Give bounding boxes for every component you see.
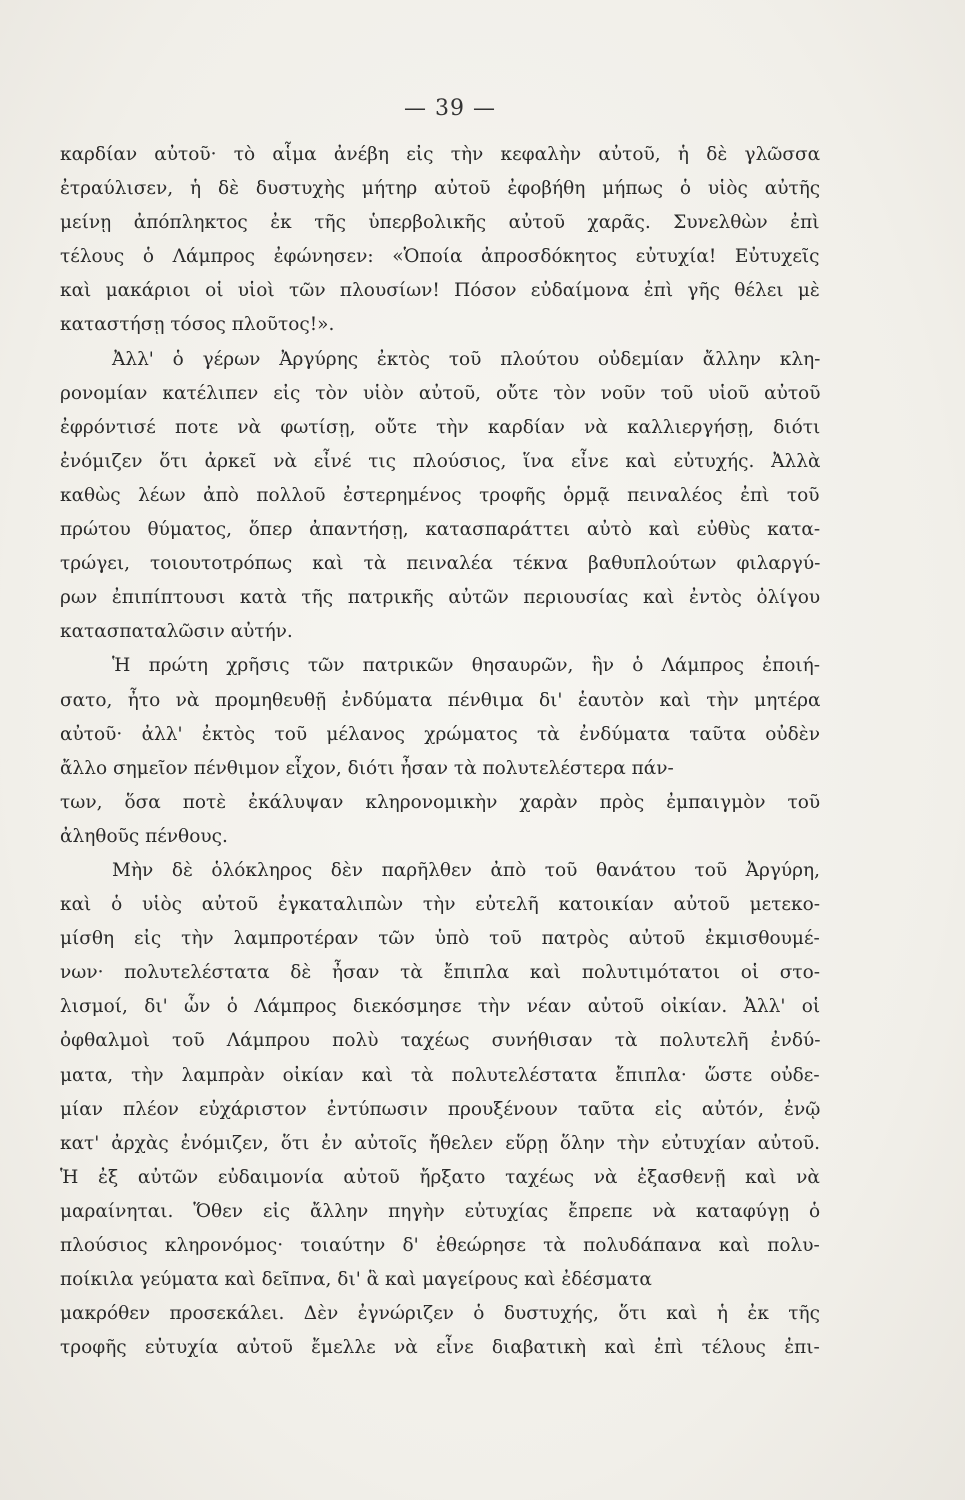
text-line: ποίκιλα γεύματα καὶ δεῖπνα, δι' ἃ καὶ μαγείρους καὶ ἐδέσματα xyxy=(60,1269,652,1291)
text-line: ἀληθοῦς πένθους. xyxy=(60,825,228,847)
text-line: ὀφθαλμοὶ τοῦ Λάμπρου πολὺ ταχέως συνήθισαν τὰ πολυτελῆ ἐνδύ- xyxy=(60,1030,821,1052)
text-line: αὐτοῦ· ἀλλ' ἐκτὸς τοῦ μέλανος χρώματος τὰ ἐνδύματα ταῦτα οὐδὲν xyxy=(60,723,820,745)
text-line: καταστήσῃ τόσος πλοῦτος!». xyxy=(60,314,335,336)
text-line: μίαν πλέον εὐχάριστον ἐντύπωσιν προυξένουν ταῦτα εἰς αὐτόν, ἐνῷ xyxy=(60,1098,821,1120)
text-line: Ἀλλ' ὁ γέρων Ἀργύρης ἐκτὸς τοῦ πλούτου οὐδεμίαν ἄλλην κλη- xyxy=(112,348,821,370)
text-line: καὶ ὁ υἱὸς αὐτοῦ ἐγκαταλιπὼν τὴν εὐτελῆ κατοικίαν αὐτοῦ μετεκο- xyxy=(60,894,820,916)
text-line: μαραίνηται. Ὅθεν εἰς ἄλλην πηγὴν εὐτυχίας ἔπρεπε νὰ καταφύγῃ ὁ xyxy=(60,1200,821,1222)
text-line: πρώτου θύματος, ὅπερ ἀπαντήσῃ, κατασπαράττει αὐτὸ καὶ εὐθὺς κατα- xyxy=(60,519,821,541)
text-line: Μὴν δὲ ὁλόκληρος δὲν παρῆλθεν ἀπὸ τοῦ θανάτου τοῦ Ἀργύρη, xyxy=(112,859,821,881)
text-line: τρώγει, τοιουτοτρόπως καὶ τὰ πειναλέα τέκνα βαθυπλούτων φιλαργύ- xyxy=(60,553,821,575)
body-text xyxy=(60,138,820,1365)
text-line: Ἡ ἐξ αὐτῶν εὐδαιμονία αὐτοῦ ἤρξατο ταχέως νὰ ἐξασθενῇ καὶ νὰ xyxy=(60,1166,820,1188)
text-line: ἐφρόντισέ ποτε νὰ φωτίσῃ, οὔτε τὴν καρδίαν νὰ καλλιεργήσῃ, διότι xyxy=(60,416,821,438)
text-line: τροφῆς εὐτυχία αὐτοῦ ἔμελλε νὰ εἶνε διαβατικὴ καὶ ἐπὶ τέλους ἐπι- xyxy=(60,1337,820,1359)
text-line: σατο, ἦτο νὰ προμηθευθῇ ἐνδύματα πένθιμα δι' ἑαυτὸν καὶ τὴν μητέρα xyxy=(60,689,821,711)
text-line: ἐνόμιζεν ὅτι ἀρκεῖ νὰ εἶνέ τις πλούσιος, ἵνα εἶνε καὶ εὐτυχής. Ἀλλὰ xyxy=(60,450,821,472)
text-line: τέλους ὁ Λάμπρος ἐφώνησεν: «Ὁποία ἀπροσδόκητος εὐτυχία! Εὐτυχεῖς xyxy=(60,246,820,268)
text-line: νων· πολυτελέστατα δὲ ἦσαν τὰ ἔπιπλα καὶ πολυτιμότατοι οἱ στο- xyxy=(60,962,821,984)
text-line: ἐτραύλισεν, ἡ δὲ δυστυχὴς μήτηρ αὐτοῦ ἐφοβήθη μήπως ὁ υἱὸς αὐτῆς xyxy=(60,178,821,200)
text-line: Ἡ πρώτη χρῆσις τῶν πατρικῶν θησαυρῶν, ἣν ὁ Λάμπρος ἐποιή- xyxy=(112,655,820,677)
text-line: ἄλλο σημεῖον πένθιμον εἶχον, διότι ἦσαν τὰ πολυτελέστερα πάν- xyxy=(60,757,674,779)
text-line: των, ὅσα ποτὲ ἐκάλυψαν κληρονομικὴν χαρὰν πρὸς ἐμπαιγμὸν τοῦ xyxy=(60,791,821,813)
text-line: καρδίαν αὐτοῦ· τὸ αἷμα ἀνέβη εἰς τὴν κεφαλὴν αὐτοῦ, ἡ δὲ γλῶσσα xyxy=(60,144,821,165)
page-number: — 39 — xyxy=(404,96,496,121)
text-line: λισμοί, δι' ὧν ὁ Λάμπρος διεκόσμησε τὴν νέαν αὐτοῦ οἰκίαν. Ἀλλ' οἱ xyxy=(60,996,821,1018)
text-line: μίσθη εἰς τὴν λαμπροτέραν τῶν ὑπὸ τοῦ πατρὸς αὐτοῦ ἐκμισθουμέ- xyxy=(60,928,820,950)
text-line: καὶ μακάριοι οἱ υἱοὶ τῶν πλουσίων! Πόσον εὐδαίμονα ἐπὶ γῆς θέλει μὲ xyxy=(60,280,820,302)
text-line: ρων ἐπιπίπτουσι κατὰ τῆς πατρικῆς αὐτῶν περιουσίας καὶ ἐντὸς ὀλίγου xyxy=(60,587,821,609)
text-line: κατασπαταλῶσιν αὐτήν. xyxy=(60,621,293,643)
text-line: ματα, τὴν λαμπρὰν οἰκίαν καὶ τὰ πολυτελέστατα ἔπιπλα· ὥστε οὐδε- xyxy=(60,1064,820,1086)
text-line: κατ' ἀρχὰς ἐνόμιζεν, ὅτι ἐν αὐτοῖς ἤθελεν εὕρῃ ὅλην τὴν εὐτυχίαν αὐτοῦ. xyxy=(60,1132,821,1154)
text-line: ρονομίαν κατέλιπεν εἰς τὸν υἱὸν αὐτοῦ, οὔτε τὸν νοῦν τοῦ υἱοῦ αὐτοῦ xyxy=(60,382,821,404)
text-line: μακρόθεν προσεκάλει. Δὲν ἐγνώριζεν ὁ δυστυχής, ὅτι καὶ ἡ ἐκ τῆς xyxy=(60,1303,820,1325)
text-line: πλούσιος κληρονόμος· τοιαύτην δ' ἐθεώρησε τὰ πολυδάπανα καὶ πολυ- xyxy=(60,1235,820,1256)
text-line: μείνῃ ἀπόπληκτος ἐκ τῆς ὑπερβολικῆς αὐτοῦ χαρᾶς. Συνελθὼν ἐπὶ xyxy=(60,212,820,234)
text-line: καθὼς λέων ἀπὸ πολλοῦ ἐστερημένος τροφῆς ὁρμᾷ πειναλέος ἐπὶ τοῦ xyxy=(60,484,820,506)
